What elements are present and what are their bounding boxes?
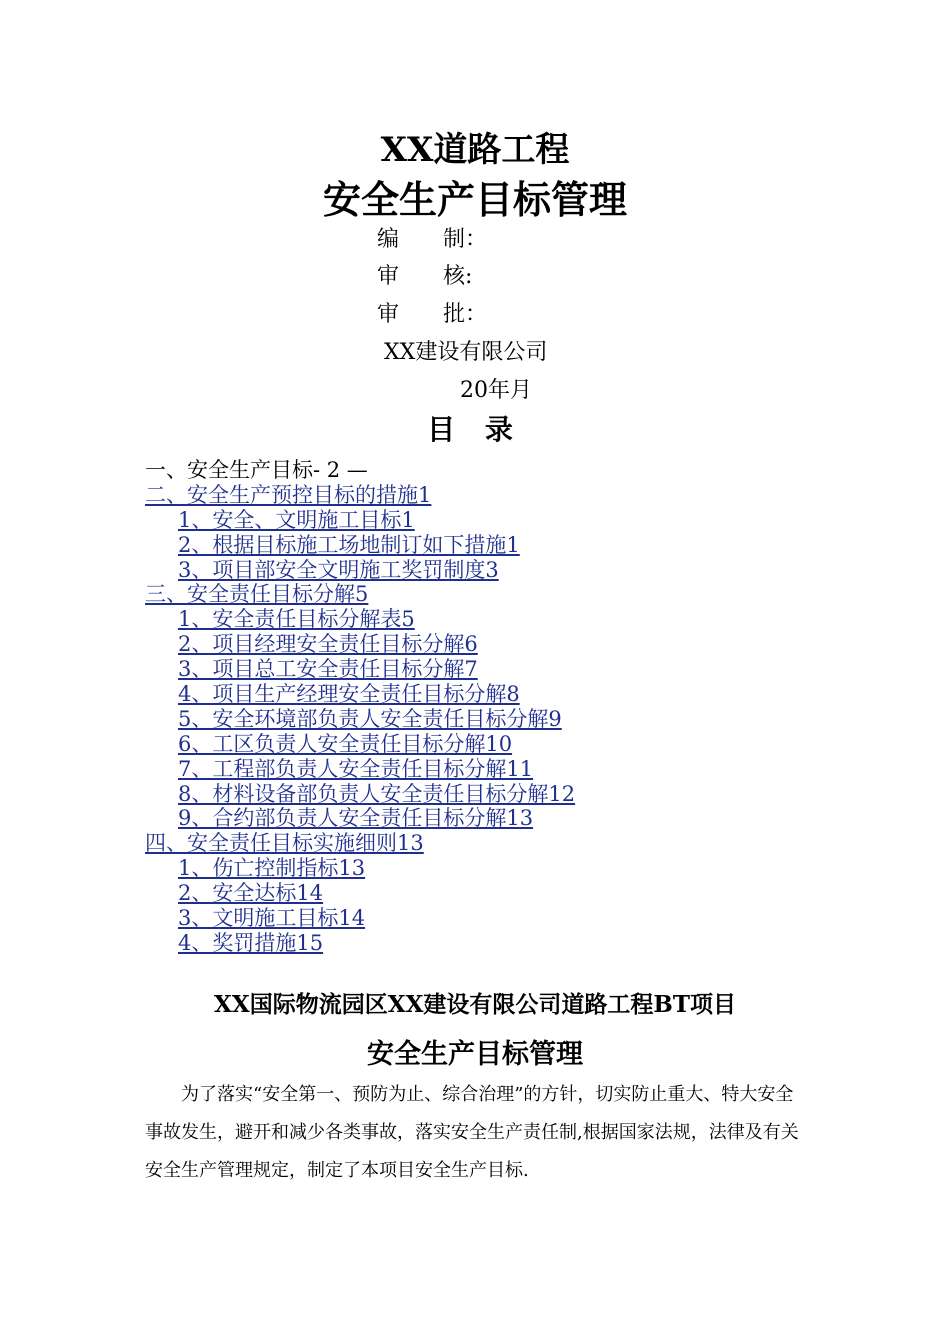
table-of-contents	[145, 458, 865, 956]
toc-entry[interactable]	[145, 931, 865, 956]
document-date: 20年月	[460, 378, 532, 403]
document-title: XX道路工程	[380, 130, 570, 170]
toc-link[interactable]: 4、奖罚措施15	[178, 930, 324, 955]
toc-entry[interactable]	[145, 582, 865, 607]
toc-entry[interactable]	[145, 533, 865, 558]
document-subtitle: 安全生产目标管理	[322, 177, 627, 222]
toc-entry[interactable]	[145, 657, 865, 682]
toc-text: 一、安全生产目标- 2 —	[145, 458, 368, 482]
toc-entry[interactable]	[145, 558, 865, 583]
toc-link[interactable]: 3、项目部安全文明施工奖罚制度3	[178, 557, 499, 582]
toc-entry[interactable]	[145, 632, 865, 657]
toc-entry[interactable]	[145, 732, 865, 757]
prepared-by-label: 编 制：	[377, 227, 488, 252]
toc-link[interactable]: 2、安全达标14	[178, 881, 324, 906]
approved-by-label: 审 批：	[377, 302, 488, 327]
toc-link[interactable]: 1、安全责任目标分解表5	[178, 607, 415, 632]
toc-link[interactable]: 三、安全责任目标分解5	[145, 582, 369, 607]
toc-link[interactable]: 二、安全生产预控目标的措施1	[145, 482, 432, 507]
toc-link[interactable]: 2、根据目标施工场地制订如下措施1	[178, 532, 520, 557]
toc-entry[interactable]	[145, 881, 865, 906]
toc-link[interactable]: 7、工程部负责人安全责任目标分解11	[178, 756, 534, 781]
toc-link[interactable]: 4、项目生产经理安全责任目标分解8	[178, 682, 520, 707]
toc-entry[interactable]	[145, 483, 865, 508]
section-title: XX国际物流园区XX建设有限公司道路工程BT项目	[214, 991, 736, 1018]
reviewed-by-label: 审 核:	[377, 264, 473, 289]
company-name: XX建设有限公司	[384, 340, 548, 365]
toc-link[interactable]: 5、安全环境部负责人安全责任目标分解9	[178, 706, 562, 731]
toc-link[interactable]: 1、伤亡控制指标13	[178, 856, 366, 881]
toc-link[interactable]: 四、安全责任目标实施细则13	[145, 831, 424, 856]
toc-entry[interactable]	[145, 682, 865, 707]
toc-entry[interactable]	[145, 782, 865, 807]
toc-entry[interactable]	[145, 831, 865, 856]
toc-link[interactable]: 3、项目总工安全责任目标分解7	[178, 657, 478, 682]
toc-entry[interactable]	[145, 508, 865, 533]
toc-entry[interactable]	[145, 806, 865, 831]
section-subtitle: 安全生产目标管理	[367, 1039, 583, 1070]
toc-entry[interactable]	[145, 856, 865, 881]
toc-entry[interactable]	[145, 906, 865, 931]
toc-entry[interactable]	[145, 707, 865, 732]
toc-link[interactable]: 2、项目经理安全责任目标分解6	[178, 632, 478, 657]
toc-link[interactable]: 9、合约部负责人安全责任目标分解13	[178, 806, 534, 831]
toc-link[interactable]: 6、工区负责人安全责任目标分解10	[178, 731, 513, 756]
toc-link[interactable]: 8、材料设备部负责人安全责任目标分解12	[178, 781, 576, 806]
toc-link[interactable]: 1、安全、文明施工目标1	[178, 507, 415, 532]
toc-heading: 目 录	[427, 413, 523, 446]
intro-paragraph: 为了落实“安全第一、预防为止、综合治理”的方针，切实防止重大、特大安全事故发生，避开和减少各类事故，落实安全生产责任制,根据国家法规，法律及有关安全生产管理规定，制定了本项目安全生产目标.	[145, 1084, 799, 1181]
toc-entry[interactable]	[145, 757, 865, 782]
toc-link[interactable]: 3、文明施工目标14	[178, 906, 366, 931]
toc-entry[interactable]	[145, 607, 865, 632]
toc-entry	[145, 458, 865, 483]
